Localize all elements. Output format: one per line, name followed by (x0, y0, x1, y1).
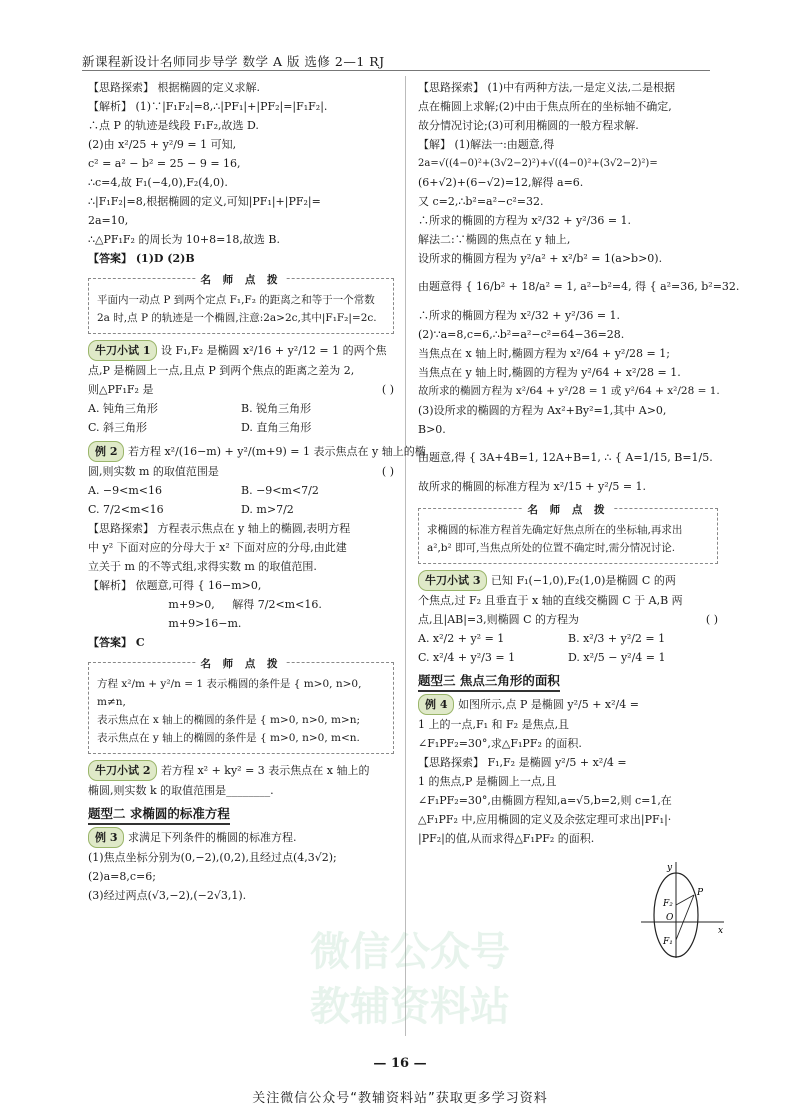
text-line: 【解析】 依题意,可得 { 16−m>0, (88, 579, 262, 592)
tip-box-title: 名 师 点 拨 (196, 271, 286, 289)
try-it-3 (418, 570, 718, 667)
option-a: A. −9<m<16 (88, 484, 163, 497)
text-line: 1 的焦点,P 是椭圆上一点,且 (418, 775, 557, 788)
text-line: 故所求的椭圆的标准方程为 x²/15 + y²/5 = 1. (418, 480, 647, 493)
text-line: 设 F₁,F₂ 是椭圆 x²/16 + y²/12 = 1 的两个焦 (160, 344, 387, 357)
text-line: (1)焦点坐标分别为(0,−2),(0,2),且经过点(4,3√2); (88, 851, 337, 864)
page-header: 新课程新设计名师同步导学 数学 A 版 选修 2—1 RJ (82, 54, 385, 69)
text-line: ∠F₁PF₂=30°,由椭圆方程知,a=√5,b=2,则 c=1,在 (418, 794, 672, 807)
text-line: (2)由 x²/25 + y²/9 = 1 可知, (88, 138, 237, 151)
tip-box-3 (418, 504, 718, 564)
option-b: B. −9<m<7/2 (241, 484, 319, 497)
tip-box-title: 名 师 点 拨 (196, 655, 286, 673)
tip-box-text: 平面内一动点 P 到两个定点 F₁,F₂ 的距离之和等于一个常数 2a 时,点 P 的轨迹是一个椭圆,注意:2a>2c,其中|F₁F₂|=2c. (97, 294, 377, 324)
text-line: 点,且|AB|=3,则椭圆 C 的方程为 (418, 613, 580, 626)
section-heading-3: 题型三 焦点三角形的面积 (418, 671, 560, 692)
try-badge: 牛刀小试 1 (88, 340, 157, 361)
try-badge: 牛刀小试 2 (88, 760, 157, 781)
example-badge: 例 3 (88, 827, 124, 848)
text-line: 个焦点,过 F₂ 且垂直于 x 轴的直线交椭圆 C 于 A,B 两 (418, 594, 683, 607)
text-line: 故分情况讨论;(3)可利用椭圆的一般方程求解. (418, 119, 639, 132)
text-line: 立关于 m 的不等式组,求得实数 m 的取值范围. (88, 560, 317, 573)
text-line: ∴c=4,故 F₁(−4,0),F₂(4,0). (88, 176, 228, 189)
example-badge: 例 4 (418, 694, 454, 715)
text-line: 求满足下列条件的椭圆的标准方程. (127, 831, 297, 844)
example-4 (418, 694, 639, 791)
text-line: 如图所示,点 P 是椭圆 y²/5 + x²/4 = (457, 698, 639, 711)
text-line: ∴所求的椭圆的方程为 x²/32 + y²/36 = 1. (418, 214, 632, 227)
text-line: m+9>16−m. (88, 617, 242, 630)
answer-paren: ( ) (381, 383, 394, 396)
option-d: D. 直角三角形 (241, 421, 312, 434)
text-line: △F₁PF₂ 中,应用椭圆的定义及余弦定理可求出|PF₁|· (418, 813, 672, 826)
label-p: P (697, 888, 704, 898)
text-line: (3)设所求的椭圆的方程为 Ax²+By²=1,其中 A>0, (418, 404, 667, 417)
text-line: ∴|F₁F₂|=8,根据椭圆的定义,可知|PF₁|+|PF₂|= (88, 195, 321, 208)
text-line: 2a=√((4−0)²+(3√2−2)²)+√((4−0)²+(3√2−2)²)= (418, 158, 658, 169)
text-line: ∴所求的椭圆方程为 x²/32 + y²/36 = 1. (418, 309, 621, 322)
label-f1: F₁ (663, 937, 673, 947)
text-line: 则△PF₁F₂ 是 (88, 383, 154, 396)
answer-paren: ( ) (381, 465, 394, 478)
tip-box-title: 名 师 点 拨 (523, 501, 613, 519)
text-line: 1 上的一点,F₁ 和 F₂ 是焦点,且 (418, 718, 570, 731)
left-lines-a (88, 78, 394, 268)
text-line: 圆,则实数 m 的取值范围是 (88, 465, 219, 478)
tip-box-1 (88, 274, 394, 334)
option-c: C. x²/4 + y²/3 = 1 (418, 651, 516, 664)
example-4-continued (418, 791, 718, 848)
option-c: C. 7/2<m<16 (88, 503, 164, 516)
example-2 (88, 441, 426, 652)
options (88, 399, 394, 437)
text-line: ∴△PF₁F₂ 的周长为 10+8=18,故选 B. (88, 233, 280, 246)
text-line: 【解析】 (1)∵|F₁F₂|=8,∴|PF₁|+|PF₂|=|F₁F₂|. (88, 100, 328, 113)
text-line: (6+√2)+(6−√2)=12,解得 a=6. (418, 176, 584, 189)
text-line: 由题意,得 { 3A+4B=1, 12A+B=1, ∴ { A=1/15, B=1/5. (418, 451, 713, 464)
option-c: C. 斜三角形 (88, 421, 148, 434)
segment-pf1 (676, 895, 694, 940)
options (88, 481, 394, 519)
text-line: 【思路探索】 根据椭圆的定义求解. (88, 81, 260, 94)
text-line: 椭圆,则实数 k 的取值范围是________. (88, 784, 274, 797)
ellipse-figure (636, 860, 726, 960)
text-line: 【思路探索】 F₁,F₂ 是椭圆 y²/5 + x²/4 = (418, 756, 627, 769)
tip-box-text: 求椭圆的标准方程首先确定好焦点所在的坐标轴,再求出 a²,b² 即可,当焦点所处的位置不确定时,需分情况讨论. (427, 524, 683, 554)
answer-line: 【答案】 (1)D (2)B (88, 252, 195, 265)
option-d: D. x²/5 − y²/4 = 1 (568, 651, 666, 664)
section-heading-2: 题型二 求椭圆的标准方程 (88, 804, 230, 825)
answer-line: 【答案】 C (88, 636, 145, 649)
text-line: 若方程 x² + ky² = 3 表示焦点在 x 轴上的 (160, 764, 370, 777)
text-line: 【思路探索】 方程表示焦点在 y 轴上的椭圆,表明方程 (88, 522, 351, 535)
text-line: 2a=10, (88, 214, 129, 227)
text-line: (2)∵a=8,c=6,∴b²=a²−c²=64−36=28. (418, 328, 625, 341)
option-b: B. x²/3 + y²/2 = 1 (568, 632, 666, 645)
text-line: (3)经过两点(√3,−2),(−2√3,1). (88, 889, 247, 902)
left-column (88, 78, 426, 905)
text-line: ∴点 P 的轨迹是线段 F₁F₂,故选 D. (88, 119, 259, 132)
option-d: D. m>7/2 (241, 503, 294, 516)
answer-paren: ( ) (705, 613, 718, 626)
tip-box-2 (88, 658, 394, 754)
text-line: 若方程 x²/(16−m) + y²/(m+9) = 1 表示焦点在 y 轴上的椭 (127, 445, 426, 458)
text-line: 设所求的椭圆方程为 y²/a² + x²/b² = 1(a>b>0). (418, 252, 663, 265)
footer-note: 关注微信公众号“教辅资料站”获取更多学习资料 (252, 1091, 548, 1106)
text-line: 【解】 (1)解法一:由题意,得 (418, 138, 555, 151)
text-line: 【思路探索】 (1)中有两种方法,一是定义法,二是根据 (418, 81, 676, 94)
text-line: 故所求的椭圆方程为 x²/64 + y²/28 = 1 或 y²/64 + x²/28 = 1. (418, 385, 720, 397)
right-column (418, 78, 740, 848)
text-line: 中 y² 下面对应的分母大于 x² 下面对应的分母,由此建 (88, 541, 347, 554)
label-x: x (718, 926, 724, 936)
text-line: 当焦点在 y 轴上时,椭圆的方程为 y²/64 + x²/28 = 1. (418, 366, 681, 379)
tip-box-text: 表示焦点在 x 轴上的椭圆的条件是 { m>0, n>0, m>n; (97, 714, 361, 726)
option-a: A. x²/2 + y² = 1 (418, 632, 505, 645)
text-line: 点在椭圆上求解;(2)中由于焦点所在的坐标轴不确定, (418, 100, 672, 113)
text-line: m+9>0, 解得 7/2<m<16. (88, 598, 322, 611)
segment-pf2 (676, 895, 694, 905)
options (418, 629, 718, 667)
try-badge: 牛刀小试 3 (418, 570, 487, 591)
try-it-2 (88, 760, 394, 800)
option-a: A. 钝角三角形 (88, 402, 158, 415)
text-line: 当焦点在 x 轴上时,椭圆方程为 x²/64 + y²/28 = 1; (418, 347, 670, 360)
text-line: 解法二:∵椭圆的焦点在 y 轴上, (418, 233, 571, 246)
text-line: (2)a=8,c=6; (88, 870, 156, 883)
try-it-1 (88, 340, 394, 437)
text-line: 点,P 是椭圆上一点,且点 P 到两个焦点的距离之差为 2, (88, 364, 355, 377)
watermark-line-1: 微信公众号 (310, 929, 510, 975)
tip-box-text: 表示焦点在 y 轴上的椭圆的条件是 { m>0, n>0, m<n. (97, 732, 360, 744)
header-rule (82, 70, 710, 71)
text-line: ∠F₁PF₂=30°,求△F₁PF₂ 的面积. (418, 737, 582, 750)
option-b: B. 锐角三角形 (241, 402, 312, 415)
example-badge: 例 2 (88, 441, 124, 462)
label-y: y (667, 863, 673, 873)
right-lines-a (418, 78, 740, 496)
column-divider (405, 76, 406, 1036)
text-line: 由题意得 { 16/b² + 18/a² = 1, a²−b²=4, 得 { a²=36, b²=32. (418, 280, 740, 293)
text-line: 已知 F₁(−1,0),F₂(1,0)是椭圆 C 的两 (490, 574, 676, 587)
label-f2: F₂ (663, 899, 673, 909)
text-line: c² = a² − b² = 25 − 9 = 16, (88, 157, 241, 170)
text-line: 又 c=2,∴b²=a²−c²=32. (418, 195, 544, 208)
example-3 (88, 827, 394, 905)
label-o: O (666, 913, 674, 923)
tip-box-text: 方程 x²/m + y²/n = 1 表示椭圆的条件是 { m>0, n>0, m≠n, (97, 678, 362, 708)
text-line: B>0. (418, 423, 446, 436)
text-line: |PF₂|的值,从而求得△F₁PF₂ 的面积. (418, 832, 595, 845)
watermark-line-2: 教辅资料站 (310, 984, 510, 1030)
page-number: — 16 — (373, 1056, 427, 1071)
